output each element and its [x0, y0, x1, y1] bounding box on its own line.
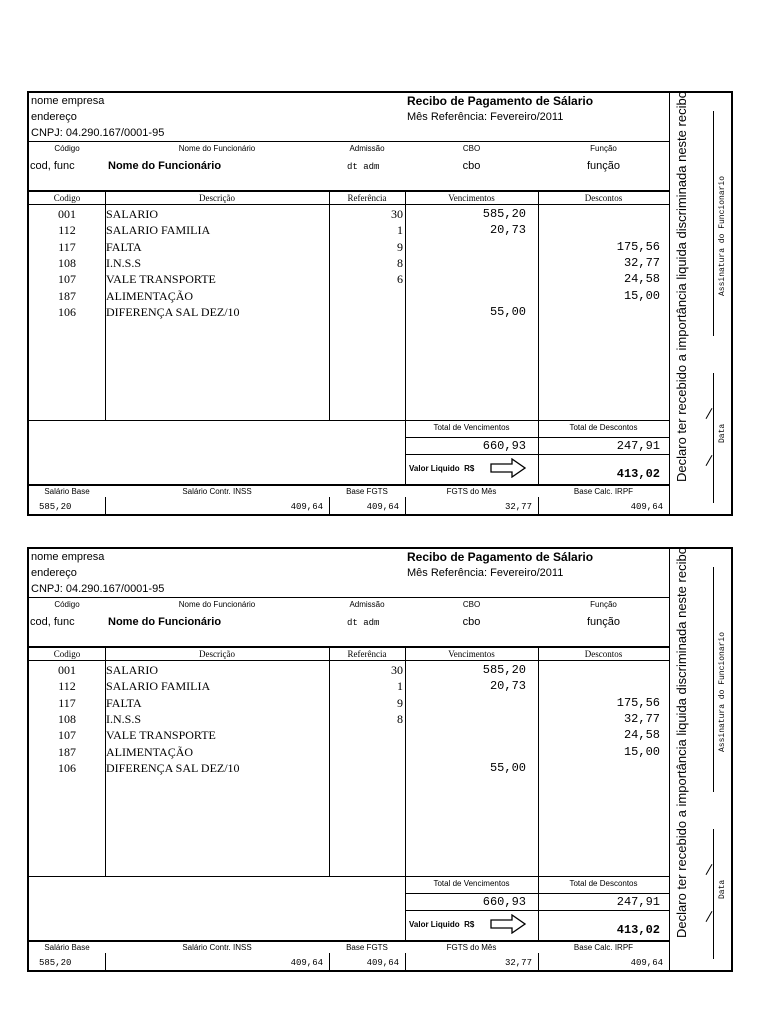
total-deductions: 247,91 [616, 439, 660, 453]
item-deductions-header: Descontos [584, 193, 623, 203]
signature-label: Assinatura do Funcionario [718, 175, 727, 296]
employee-code-header: Código [54, 600, 80, 609]
date-label: Data [718, 423, 727, 443]
employee-cbo: cbo [462, 616, 481, 628]
company-name: nome empresa [31, 551, 105, 563]
employee-name: Nome do Funcionário [108, 616, 222, 628]
item-code: 117 [58, 696, 76, 710]
item-earnings-header: Vencimentos [448, 649, 495, 659]
item-deductions: 175,56 [616, 240, 660, 254]
item-earnings: 585,20 [482, 663, 526, 677]
date-label: Data [718, 879, 727, 899]
item-reference: 30 [391, 663, 403, 677]
item-description: DIFERENÇA SAL DEZ/10 [106, 305, 240, 319]
item-code-header: Codigo [53, 193, 81, 203]
item-description: VALE TRANSPORTE [106, 272, 216, 286]
admission-header: Admissão [349, 600, 385, 609]
item-code: 112 [58, 223, 76, 237]
item-reference: 8 [397, 256, 403, 270]
net-label: Valor Liquido R$ [409, 464, 475, 473]
item-earnings: 20,73 [489, 679, 526, 693]
item-description: FALTA [106, 696, 142, 710]
admission-header: Admissão [349, 144, 385, 153]
item-code: 117 [58, 240, 76, 254]
receipt-2 [27, 547, 733, 972]
item-deductions: 32,77 [623, 256, 660, 270]
inss-salary-value: 409,64 [290, 502, 323, 512]
item-description: SALARIO [106, 207, 159, 221]
fgts-month-header: FGTS do Mês [446, 487, 497, 496]
item-description: I.N.S.S [106, 256, 142, 270]
item-reference: 9 [397, 696, 403, 710]
item-description-header: Descrição [199, 193, 235, 203]
item-reference: 30 [391, 207, 403, 221]
admission-date: dt adm [347, 618, 380, 628]
item-code: 001 [58, 207, 76, 221]
item-earnings-header: Vencimentos [448, 193, 495, 203]
item-reference: 6 [397, 272, 403, 286]
item-reference-header: Referência [347, 193, 387, 203]
receipt-title: Recibo de Pagamento de Sálario [407, 94, 594, 108]
item-description-header: Descrição [199, 649, 235, 659]
item-deductions: 175,56 [616, 696, 660, 710]
item-earnings: 55,00 [489, 761, 526, 775]
item-description: VALE TRANSPORTE [106, 728, 216, 742]
item-code: 187 [58, 289, 76, 303]
signature-label: Assinatura do Funcionario [718, 631, 727, 752]
item-reference: 8 [397, 712, 403, 726]
item-code: 107 [58, 272, 76, 286]
employee-code: cod, func [30, 160, 75, 172]
item-earnings: 20,73 [489, 223, 526, 237]
item-code: 001 [58, 663, 76, 677]
month-reference: Mês Referência: Fevereiro/2011 [407, 111, 564, 123]
item-code: 106 [58, 761, 76, 775]
item-reference: 9 [397, 240, 403, 254]
month-reference: Mês Referência: Fevereiro/2011 [407, 567, 564, 579]
item-description: ALIMENTAÇÃO [106, 289, 194, 303]
employee-role: função [586, 160, 621, 172]
employee-name: Nome do Funcionário [108, 160, 222, 172]
fgts-base-header: Base FGTS [346, 943, 388, 952]
item-reference-header: Referência [347, 649, 387, 659]
cbo-header: CBO [462, 600, 481, 609]
arrow-right-icon [490, 458, 526, 478]
item-code: 106 [58, 305, 76, 319]
company-name: nome empresa [31, 95, 105, 107]
cbo-header: CBO [462, 144, 481, 153]
base-salary-header: Salário Base [44, 943, 90, 952]
employee-code: cod, func [30, 616, 75, 628]
fgts-base-value: 409,64 [366, 958, 399, 968]
item-reference: 1 [397, 679, 403, 693]
item-reference: 1 [397, 223, 403, 237]
employee-name-header: Nome do Funcionário [178, 144, 256, 153]
total-earnings-label: Total de Vencimentos [433, 423, 510, 432]
company-address: endereço [31, 567, 77, 579]
employee-role: função [586, 616, 621, 628]
employee-code-header: Código [54, 144, 80, 153]
admission-date: dt adm [347, 162, 380, 172]
total-earnings: 660,93 [482, 895, 526, 909]
fgts-base-header: Base FGTS [346, 487, 388, 496]
item-description: SALARIO FAMILIA [106, 679, 211, 693]
company-cnpj: CNPJ: 04.290.167/0001-95 [31, 583, 165, 595]
item-code: 112 [58, 679, 76, 693]
item-code-header: Codigo [53, 649, 81, 659]
employee-name-header: Nome do Funcionário [178, 600, 256, 609]
item-deductions-header: Descontos [584, 649, 623, 659]
item-deductions: 15,00 [623, 745, 660, 759]
declaration-text: Declaro ter recebido a importância liquida discriminada neste recibo [674, 91, 689, 482]
item-description: ALIMENTAÇÃO [106, 745, 194, 759]
item-deductions: 15,00 [623, 289, 660, 303]
total-earnings: 660,93 [482, 439, 526, 453]
arrow-right-icon [490, 914, 526, 934]
net-value: 413,02 [616, 467, 660, 481]
item-deductions: 24,58 [623, 272, 660, 286]
item-code: 107 [58, 728, 76, 742]
receipt-title: Recibo de Pagamento de Sálario [407, 550, 594, 564]
item-deductions: 24,58 [623, 728, 660, 742]
base-salary-value: 585,20 [39, 958, 72, 968]
item-description: SALARIO [106, 663, 159, 677]
item-code: 108 [58, 256, 76, 270]
item-description: SALARIO FAMILIA [106, 223, 211, 237]
role-header: Função [590, 144, 617, 153]
item-description: I.N.S.S [106, 712, 142, 726]
company-address: endereço [31, 111, 77, 123]
base-salary-header: Salário Base [44, 487, 90, 496]
fgts-month-header: FGTS do Mês [446, 943, 497, 952]
net-value: 413,02 [616, 923, 660, 937]
inss-salary-header: Salário Contr. INSS [182, 943, 252, 952]
net-label: Valor Liquido R$ [409, 920, 475, 929]
item-earnings: 585,20 [482, 207, 526, 221]
employee-cbo: cbo [462, 160, 481, 172]
declaration-text: Declaro ter recebido a importância liquida discriminada neste recibo [674, 547, 689, 938]
company-cnpj: CNPJ: 04.290.167/0001-95 [31, 127, 165, 139]
receipt-1 [27, 91, 733, 516]
item-code: 108 [58, 712, 76, 726]
total-deductions-label: Total de Descontos [569, 423, 638, 432]
base-salary-value: 585,20 [39, 502, 72, 512]
irpf-base-header: Base Calc. IRPF [573, 943, 634, 952]
inss-salary-value: 409,64 [290, 958, 323, 968]
irpf-base-header: Base Calc. IRPF [573, 487, 634, 496]
item-deductions: 32,77 [623, 712, 660, 726]
fgts-month-value: 32,77 [504, 958, 532, 968]
item-code: 187 [58, 745, 76, 759]
inss-salary-header: Salário Contr. INSS [182, 487, 252, 496]
irpf-base-value: 409,64 [630, 502, 663, 512]
item-earnings: 55,00 [489, 305, 526, 319]
item-description: DIFERENÇA SAL DEZ/10 [106, 761, 240, 775]
fgts-month-value: 32,77 [504, 502, 532, 512]
total-deductions: 247,91 [616, 895, 660, 909]
item-description: FALTA [106, 240, 142, 254]
total-earnings-label: Total de Vencimentos [433, 879, 510, 888]
irpf-base-value: 409,64 [630, 958, 663, 968]
fgts-base-value: 409,64 [366, 502, 399, 512]
total-deductions-label: Total de Descontos [569, 879, 638, 888]
role-header: Função [590, 600, 617, 609]
